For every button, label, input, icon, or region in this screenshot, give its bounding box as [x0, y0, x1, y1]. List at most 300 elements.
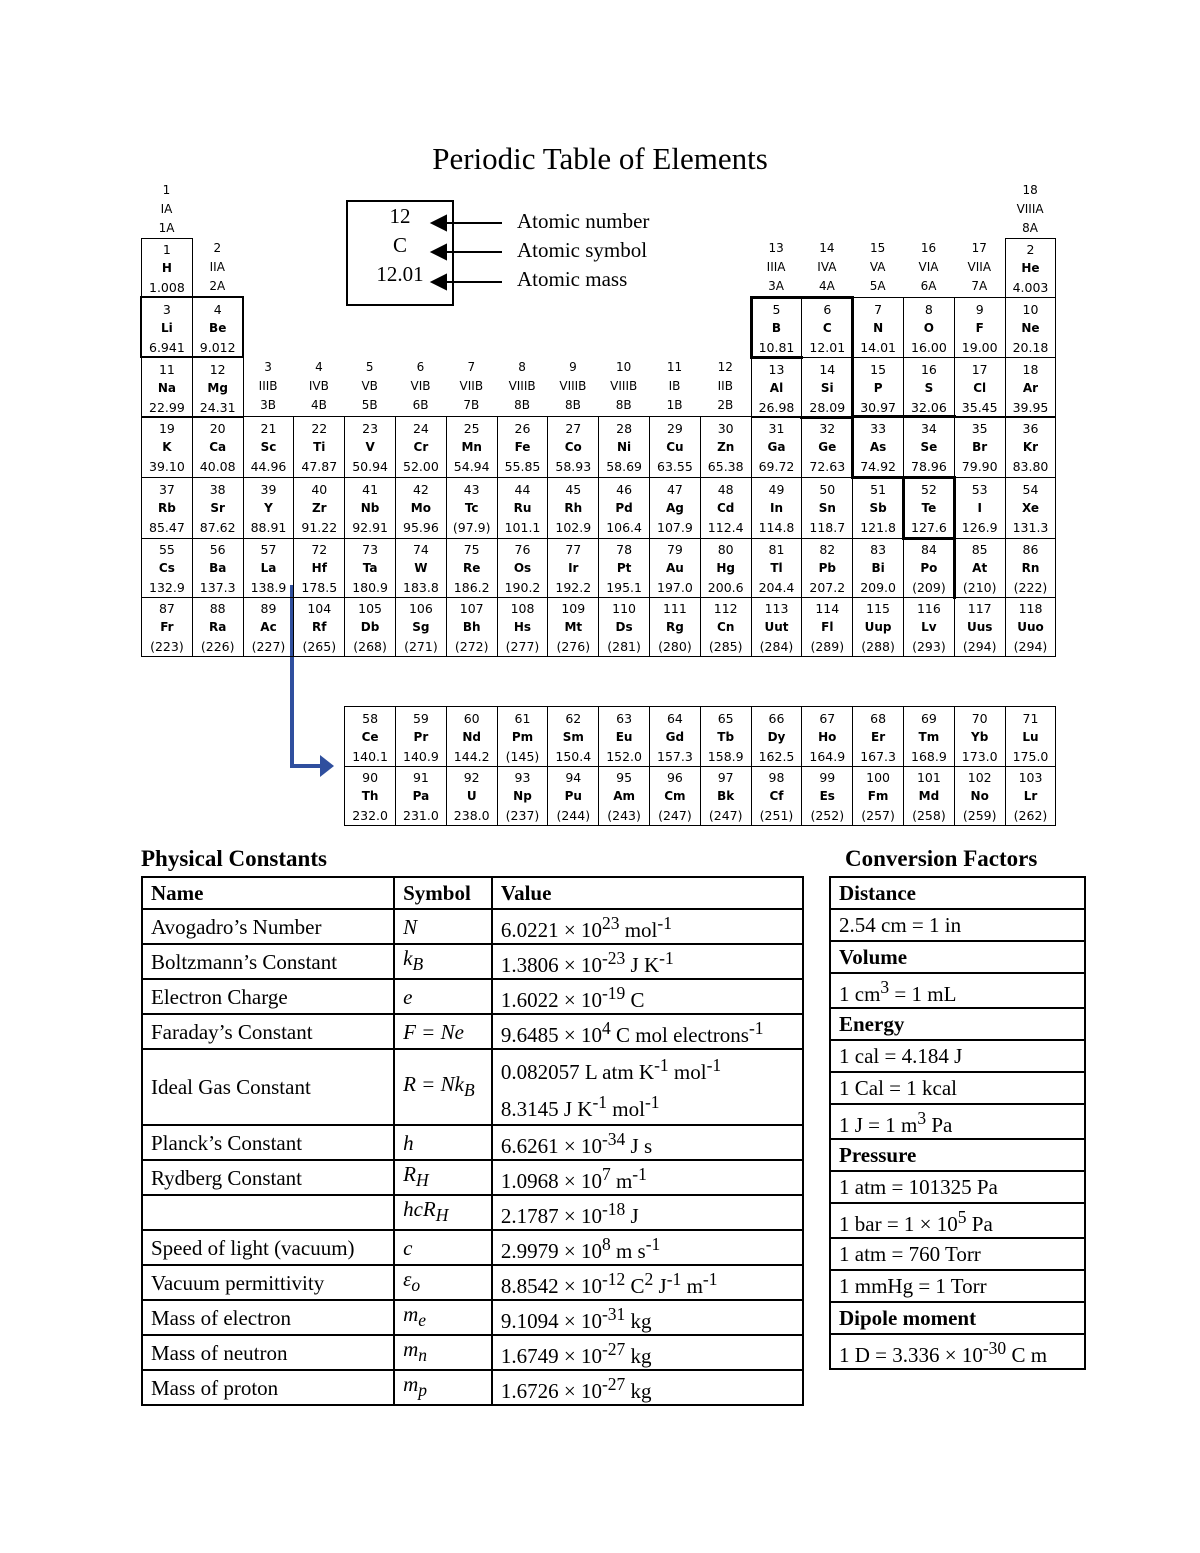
element-mass: (289) — [810, 639, 845, 654]
element-symbol: Ar — [1022, 380, 1039, 395]
element-sb — [852, 477, 904, 539]
constant-value: $9.1094 \times 10^{-31}$ kg — [492, 1300, 803, 1335]
element-mass: (294) — [962, 639, 997, 654]
element-zn — [700, 416, 752, 478]
conversion-factor: 1 $D = 3.336 \times 10^{-30}$ C m — [830, 1334, 1085, 1369]
element-mass: 54.94 — [453, 459, 490, 474]
group-label-line: 8B — [514, 398, 531, 412]
element-symbol: Nb — [360, 501, 380, 515]
element-number: 103 — [1018, 770, 1043, 785]
element-number: 71 — [1022, 710, 1039, 726]
element-symbol: Rf — [312, 620, 327, 634]
element-symbol: Fr — [160, 620, 174, 634]
constant-symbol: $m_p$ — [394, 1370, 492, 1405]
element-number: 113 — [764, 601, 789, 616]
constants-row — [142, 1160, 803, 1195]
element-number: 2 — [1026, 242, 1035, 257]
element-symbol: Gd — [665, 729, 685, 744]
element-p — [852, 357, 904, 418]
group-label-line: 8 — [518, 360, 526, 374]
element-mass: 63.55 — [657, 459, 693, 474]
element-symbol: Mo — [410, 501, 431, 515]
element-number: 98 — [768, 770, 785, 785]
element-symbol: F — [975, 320, 984, 335]
group-label-line: VIIB — [459, 379, 484, 393]
conversion-factors-table — [829, 876, 1086, 1370]
element-number: 64 — [666, 710, 683, 726]
group-label-line: 6 — [416, 360, 425, 374]
element-symbol: K — [162, 440, 172, 454]
group-label-line: IVA — [817, 260, 837, 274]
element-lv — [903, 597, 955, 657]
element-number: 116 — [916, 601, 941, 616]
key-label-mass: Atomic mass — [517, 267, 628, 291]
element-symbol: Zr — [311, 501, 327, 515]
element-se — [903, 416, 955, 478]
element-mass: 180.9 — [352, 580, 388, 595]
element-number: 84 — [920, 542, 937, 557]
element-symbol: Cf — [769, 789, 784, 803]
element-symbol: Lv — [921, 620, 937, 634]
element-uuo — [1005, 597, 1057, 657]
element-s — [903, 357, 955, 418]
constants-row — [142, 1014, 803, 1049]
element-xe — [1005, 477, 1057, 539]
element-number: 63 — [616, 710, 633, 726]
group-label-13 — [751, 239, 802, 296]
element-number: 51 — [870, 482, 887, 497]
element-symbol: Db — [360, 620, 380, 634]
conversion-row — [830, 1040, 1085, 1072]
element-mass: 238.0 — [453, 808, 490, 823]
element-mass: 16.00 — [911, 339, 947, 355]
element-symbol: Na — [157, 380, 176, 395]
element-ti — [293, 416, 345, 478]
group-label-2 — [192, 239, 243, 296]
element-number: 10 — [1022, 301, 1039, 317]
element-symbol: He — [1021, 261, 1040, 275]
conversions-title: Conversion Factors — [845, 846, 1038, 871]
group-label-line: 6A — [920, 279, 937, 293]
element-number: 54 — [1022, 482, 1039, 497]
element-mass: 158.9 — [707, 748, 744, 764]
element-mass: (259) — [962, 808, 997, 823]
element-mass: 168.9 — [911, 748, 947, 764]
conversion-category: Pressure — [830, 1139, 1085, 1171]
element-mass: 52.00 — [403, 459, 439, 474]
element-au — [649, 538, 701, 598]
element-symbol: Am — [613, 789, 635, 803]
element-symbol: Np — [513, 789, 532, 803]
element-symbol: Sr — [210, 501, 225, 515]
element-ra — [192, 597, 244, 657]
element-symbol: Hf — [311, 561, 327, 575]
constant-symbol: c — [394, 1230, 492, 1265]
element-symbol: Tc — [464, 501, 479, 515]
element-as — [852, 416, 904, 478]
element-number: 117 — [967, 601, 992, 616]
key-atomic-number: 12 — [389, 204, 411, 228]
element-number: 68 — [870, 710, 887, 726]
element-symbol: I — [977, 501, 982, 515]
element-os — [497, 538, 549, 598]
constant-symbol: F = Ne — [394, 1014, 492, 1049]
element-number: 78 — [616, 542, 633, 557]
element-mass: 14.01 — [860, 339, 896, 355]
element-u — [446, 766, 498, 826]
constants-row — [142, 1300, 803, 1335]
element-eu — [598, 706, 650, 767]
element-symbol: Cr — [413, 440, 429, 454]
constant-value-line: 0.082057 L atm $K^{-1}$ mol$^{-1}$ — [500, 1055, 722, 1084]
element-number: 11 — [158, 361, 175, 377]
constants-row — [142, 1370, 803, 1405]
constant-value: $1.0968 \times 10^7$ $m^{-1}$ — [492, 1160, 803, 1195]
element-pr — [395, 706, 447, 767]
element-number: 86 — [1022, 542, 1039, 557]
element-number: 13 — [768, 361, 785, 377]
element-md — [903, 766, 955, 826]
group-label-8 — [497, 358, 548, 415]
group-label-line: 11 — [666, 360, 683, 374]
element-number: 114 — [815, 601, 840, 616]
element-mass: 157.3 — [657, 748, 693, 764]
element-number: 82 — [819, 542, 836, 557]
constant-symbol: $m_n$ — [394, 1335, 492, 1370]
element-symbol: Si — [820, 380, 834, 395]
constant-name: Vacuum permittivity — [142, 1265, 394, 1300]
element-number: 43 — [463, 482, 480, 497]
element-mass: 192.2 — [555, 580, 592, 595]
element-number: 14 — [819, 361, 836, 377]
element-symbol: Tb — [717, 729, 735, 744]
element-symbol: Eu — [615, 729, 633, 744]
element-po — [903, 538, 955, 598]
element-number: 105 — [358, 601, 383, 616]
element-mass: 106.4 — [606, 520, 642, 535]
element-hg — [700, 538, 752, 598]
element-mn — [446, 416, 498, 478]
element-mass: (284) — [759, 639, 794, 654]
element-mass: 140.1 — [352, 748, 388, 764]
element-mass: (294) — [1013, 639, 1048, 654]
conversion-factor: 1 atm = 760 Torr — [830, 1238, 1085, 1270]
element-mass: 12.01 — [809, 339, 846, 355]
element-mass: 112.4 — [707, 520, 744, 535]
element-symbol: Zn — [717, 440, 735, 454]
group-label-line: VIA — [918, 260, 939, 274]
element-symbol: Os — [513, 561, 532, 575]
element-number: 92 — [463, 770, 480, 785]
element-ga — [751, 416, 803, 478]
element-mass: 69.72 — [758, 459, 795, 474]
element-number: 31 — [768, 421, 785, 436]
element-mass: 35.45 — [961, 399, 998, 415]
element-number: 67 — [819, 710, 836, 726]
element-pb — [801, 538, 853, 598]
conversion-factor: 1 Cal = 1 kcal — [830, 1072, 1085, 1104]
element-mass: (288) — [861, 639, 895, 654]
element-symbol: N — [873, 320, 884, 335]
element-symbol: Ta — [362, 561, 378, 575]
constants-header-row — [142, 877, 803, 909]
element-number: 28 — [616, 421, 633, 436]
element-symbol: Cd — [716, 501, 735, 515]
group-label-line: IIA — [209, 260, 225, 274]
element-mass: (251) — [759, 808, 794, 823]
conversion-row — [830, 909, 1085, 941]
element-number: 59 — [412, 710, 429, 726]
group-label-1 — [141, 181, 192, 238]
element-pu — [547, 766, 599, 826]
element-symbol: Pr — [413, 729, 429, 744]
constant-value: $1.6022 \times 10^{-19}$ C — [492, 979, 803, 1014]
element-number: 58 — [362, 710, 379, 726]
group-label-17 — [954, 239, 1005, 296]
element-mass: 114.8 — [758, 520, 795, 535]
element-number: 12 — [209, 361, 226, 377]
element-th — [344, 766, 396, 826]
element-mass: 79.90 — [961, 459, 998, 474]
group-label-line: 16 — [920, 241, 937, 255]
element-es — [801, 766, 853, 826]
element-mass: 40.08 — [199, 459, 236, 474]
header-name: Name — [142, 877, 394, 909]
element-number: 21 — [260, 421, 277, 436]
element-symbol: Fe — [514, 440, 531, 454]
group-label-line: 7A — [971, 279, 988, 293]
element-number: 24 — [412, 421, 429, 436]
conversion-row — [830, 973, 1085, 1008]
conversion-factor: 1 bar = $1 \times 10^5$ Pa — [830, 1203, 1085, 1238]
group-label-line: 2B — [717, 398, 734, 412]
element-mass: 28.09 — [809, 399, 846, 415]
conversion-row — [830, 1334, 1085, 1369]
element-mass: 92.91 — [352, 520, 388, 535]
group-label-line: VIB — [410, 379, 431, 393]
element-symbol: Cl — [973, 380, 987, 395]
element-mass: (210) — [962, 580, 997, 595]
element-number: 8 — [924, 301, 933, 317]
element-bh — [446, 597, 498, 657]
element-number: 57 — [260, 542, 277, 557]
element-mass: 30.97 — [860, 399, 896, 415]
group-label-line: VIIIB — [610, 379, 638, 393]
element-symbol: Hg — [716, 561, 736, 575]
element-symbol: Lr — [1023, 789, 1038, 803]
element-sg — [395, 597, 447, 657]
element-symbol: Uut — [764, 620, 789, 634]
element-mass: (258) — [912, 808, 946, 823]
element-number: 4 — [213, 301, 222, 317]
element-ru — [497, 477, 549, 539]
constant-name: Planck’s Constant — [142, 1125, 394, 1160]
group-label-4 — [293, 358, 344, 415]
constant-name: Ideal Gas Constant — [142, 1049, 394, 1125]
element-mass: (281) — [607, 639, 641, 654]
element-h — [141, 238, 193, 298]
arrow-head-mass — [432, 275, 446, 289]
constants-row — [142, 1195, 803, 1230]
element-mass: 204.4 — [758, 580, 795, 595]
element-number: 106 — [408, 601, 433, 616]
key-label-number: Atomic number — [517, 209, 650, 233]
conversion-row — [830, 1270, 1085, 1302]
element-symbol: At — [972, 561, 988, 575]
element-ir — [547, 538, 599, 598]
element-symbol: Bh — [462, 620, 481, 634]
element-tc — [446, 477, 498, 539]
element-mass: 78.96 — [911, 459, 947, 474]
element-rh — [547, 477, 599, 539]
element-symbol: Ca — [209, 440, 227, 454]
constant-symbol: $R_H$ — [394, 1160, 492, 1195]
group-label-line: 5A — [869, 279, 886, 293]
constant-value-line: 8.3145 J $K^{-1}$ mol$^{-1}$ — [500, 1092, 660, 1121]
element-symbol: W — [414, 561, 428, 575]
conversion-row — [830, 1072, 1085, 1104]
element-cs — [141, 538, 193, 598]
element-pm — [497, 706, 549, 767]
constant-value: $6.6261 \times 10^{-34}$ J s — [492, 1125, 803, 1160]
element-mass: (223) — [150, 639, 184, 654]
element-mass: 231.0 — [403, 808, 439, 823]
element-number: 55 — [158, 542, 175, 557]
element-number: 111 — [662, 601, 687, 616]
element-symbol: Al — [769, 380, 784, 395]
element-sc — [243, 416, 295, 478]
element-np — [497, 766, 549, 826]
element-sm — [547, 706, 599, 767]
element-number: 42 — [412, 482, 429, 497]
element-symbol: Po — [920, 561, 938, 575]
element-symbol: Ne — [1021, 320, 1040, 335]
element-symbol: Th — [361, 789, 379, 803]
element-number: 83 — [870, 542, 887, 557]
element-number: 39 — [260, 482, 277, 497]
element-number: 27 — [565, 421, 582, 436]
element-mass: (226) — [200, 639, 235, 654]
constant-name: Boltzmann’s Constant — [142, 944, 394, 979]
element-number: 75 — [463, 542, 480, 557]
element-symbol: La — [260, 561, 277, 575]
element-symbol: Sc — [260, 440, 277, 454]
element-mass: (272) — [454, 639, 489, 654]
element-ac — [243, 597, 295, 657]
element-mass: 26.98 — [758, 399, 795, 415]
element-mass: 6.941 — [149, 339, 185, 355]
element-number: 109 — [561, 601, 586, 616]
element-mass: 22.99 — [149, 399, 185, 415]
element-number: 107 — [459, 601, 484, 616]
element-symbol: As — [869, 440, 887, 454]
header-symbol: Symbol — [394, 877, 492, 909]
element-ni — [598, 416, 650, 478]
element-symbol: Ga — [767, 440, 786, 454]
element-ta — [344, 538, 396, 598]
element-symbol: Er — [871, 729, 886, 744]
element-symbol: Cs — [158, 561, 175, 575]
constants-row — [142, 1265, 803, 1300]
group-label-line: 1A — [158, 221, 175, 235]
element-number: 90 — [362, 770, 379, 785]
arrow-head-number — [432, 216, 446, 230]
element-symbol: Rb — [157, 501, 176, 515]
group-label-line: 15 — [870, 241, 886, 255]
element-number: 95 — [616, 770, 633, 785]
group-label-line: 17 — [971, 241, 987, 255]
element-symbol: U — [466, 789, 477, 803]
group-label-line: IB — [668, 379, 681, 393]
element-symbol: Pb — [818, 561, 836, 575]
group-label-line: 3A — [768, 279, 785, 293]
element-rf — [293, 597, 345, 657]
element-symbol: Uus — [966, 620, 993, 634]
element-symbol: Be — [209, 320, 227, 335]
element-mass: 152.0 — [606, 748, 642, 764]
element-bi — [852, 538, 904, 598]
element-number: 22 — [311, 421, 328, 436]
element-number: 19 — [158, 421, 175, 436]
group-label-5 — [344, 358, 395, 415]
element-symbol: Hs — [513, 620, 532, 634]
element-number: 47 — [666, 482, 683, 497]
element-mass: 232.0 — [352, 808, 388, 823]
element-hf — [293, 538, 345, 598]
element-symbol: Ni — [617, 440, 632, 454]
element-mass: 102.9 — [555, 520, 592, 535]
group-label-line: 1 — [162, 183, 171, 197]
element-symbol: Pm — [511, 729, 534, 744]
constants-row — [142, 1049, 803, 1125]
element-si — [801, 357, 853, 418]
constant-name — [142, 1195, 394, 1230]
element-mass: (277) — [505, 639, 540, 654]
element-number: 34 — [920, 421, 937, 436]
element-mass: 44.96 — [250, 459, 287, 474]
element-mass: 190.2 — [504, 580, 541, 595]
element-mass: 50.94 — [352, 459, 388, 474]
element-number: 69 — [920, 710, 937, 726]
constants-row — [142, 1230, 803, 1265]
element-mass: 150.4 — [555, 748, 592, 764]
element-cu — [649, 416, 701, 478]
element-mass: (209) — [912, 580, 946, 595]
constant-symbol: $m_e$ — [394, 1300, 492, 1335]
element-br — [954, 416, 1006, 478]
element-number: 61 — [514, 710, 531, 726]
constant-symbol: N — [394, 909, 492, 944]
element-mass: 127.6 — [911, 520, 947, 535]
element-number: 76 — [514, 542, 531, 557]
element-at — [954, 538, 1006, 598]
element-symbol: Pt — [616, 561, 632, 575]
element-mass: (145) — [505, 748, 540, 764]
element-symbol: S — [924, 380, 934, 395]
element-cr — [395, 416, 447, 478]
element-mass: (262) — [1013, 808, 1048, 823]
element-number: 96 — [666, 770, 683, 785]
conversion-category-row — [830, 877, 1085, 909]
element-mass: 200.6 — [707, 580, 744, 595]
arrow-head-symbol — [432, 245, 446, 259]
element-symbol: Yb — [971, 729, 989, 744]
constant-name: Faraday’s Constant — [142, 1014, 394, 1049]
element-mass: 87.62 — [199, 520, 236, 535]
element-number: 6 — [823, 301, 832, 317]
conversion-factor: 1 mmHg = 1 Torr — [830, 1270, 1085, 1302]
element-mass: 83.80 — [1012, 459, 1049, 474]
